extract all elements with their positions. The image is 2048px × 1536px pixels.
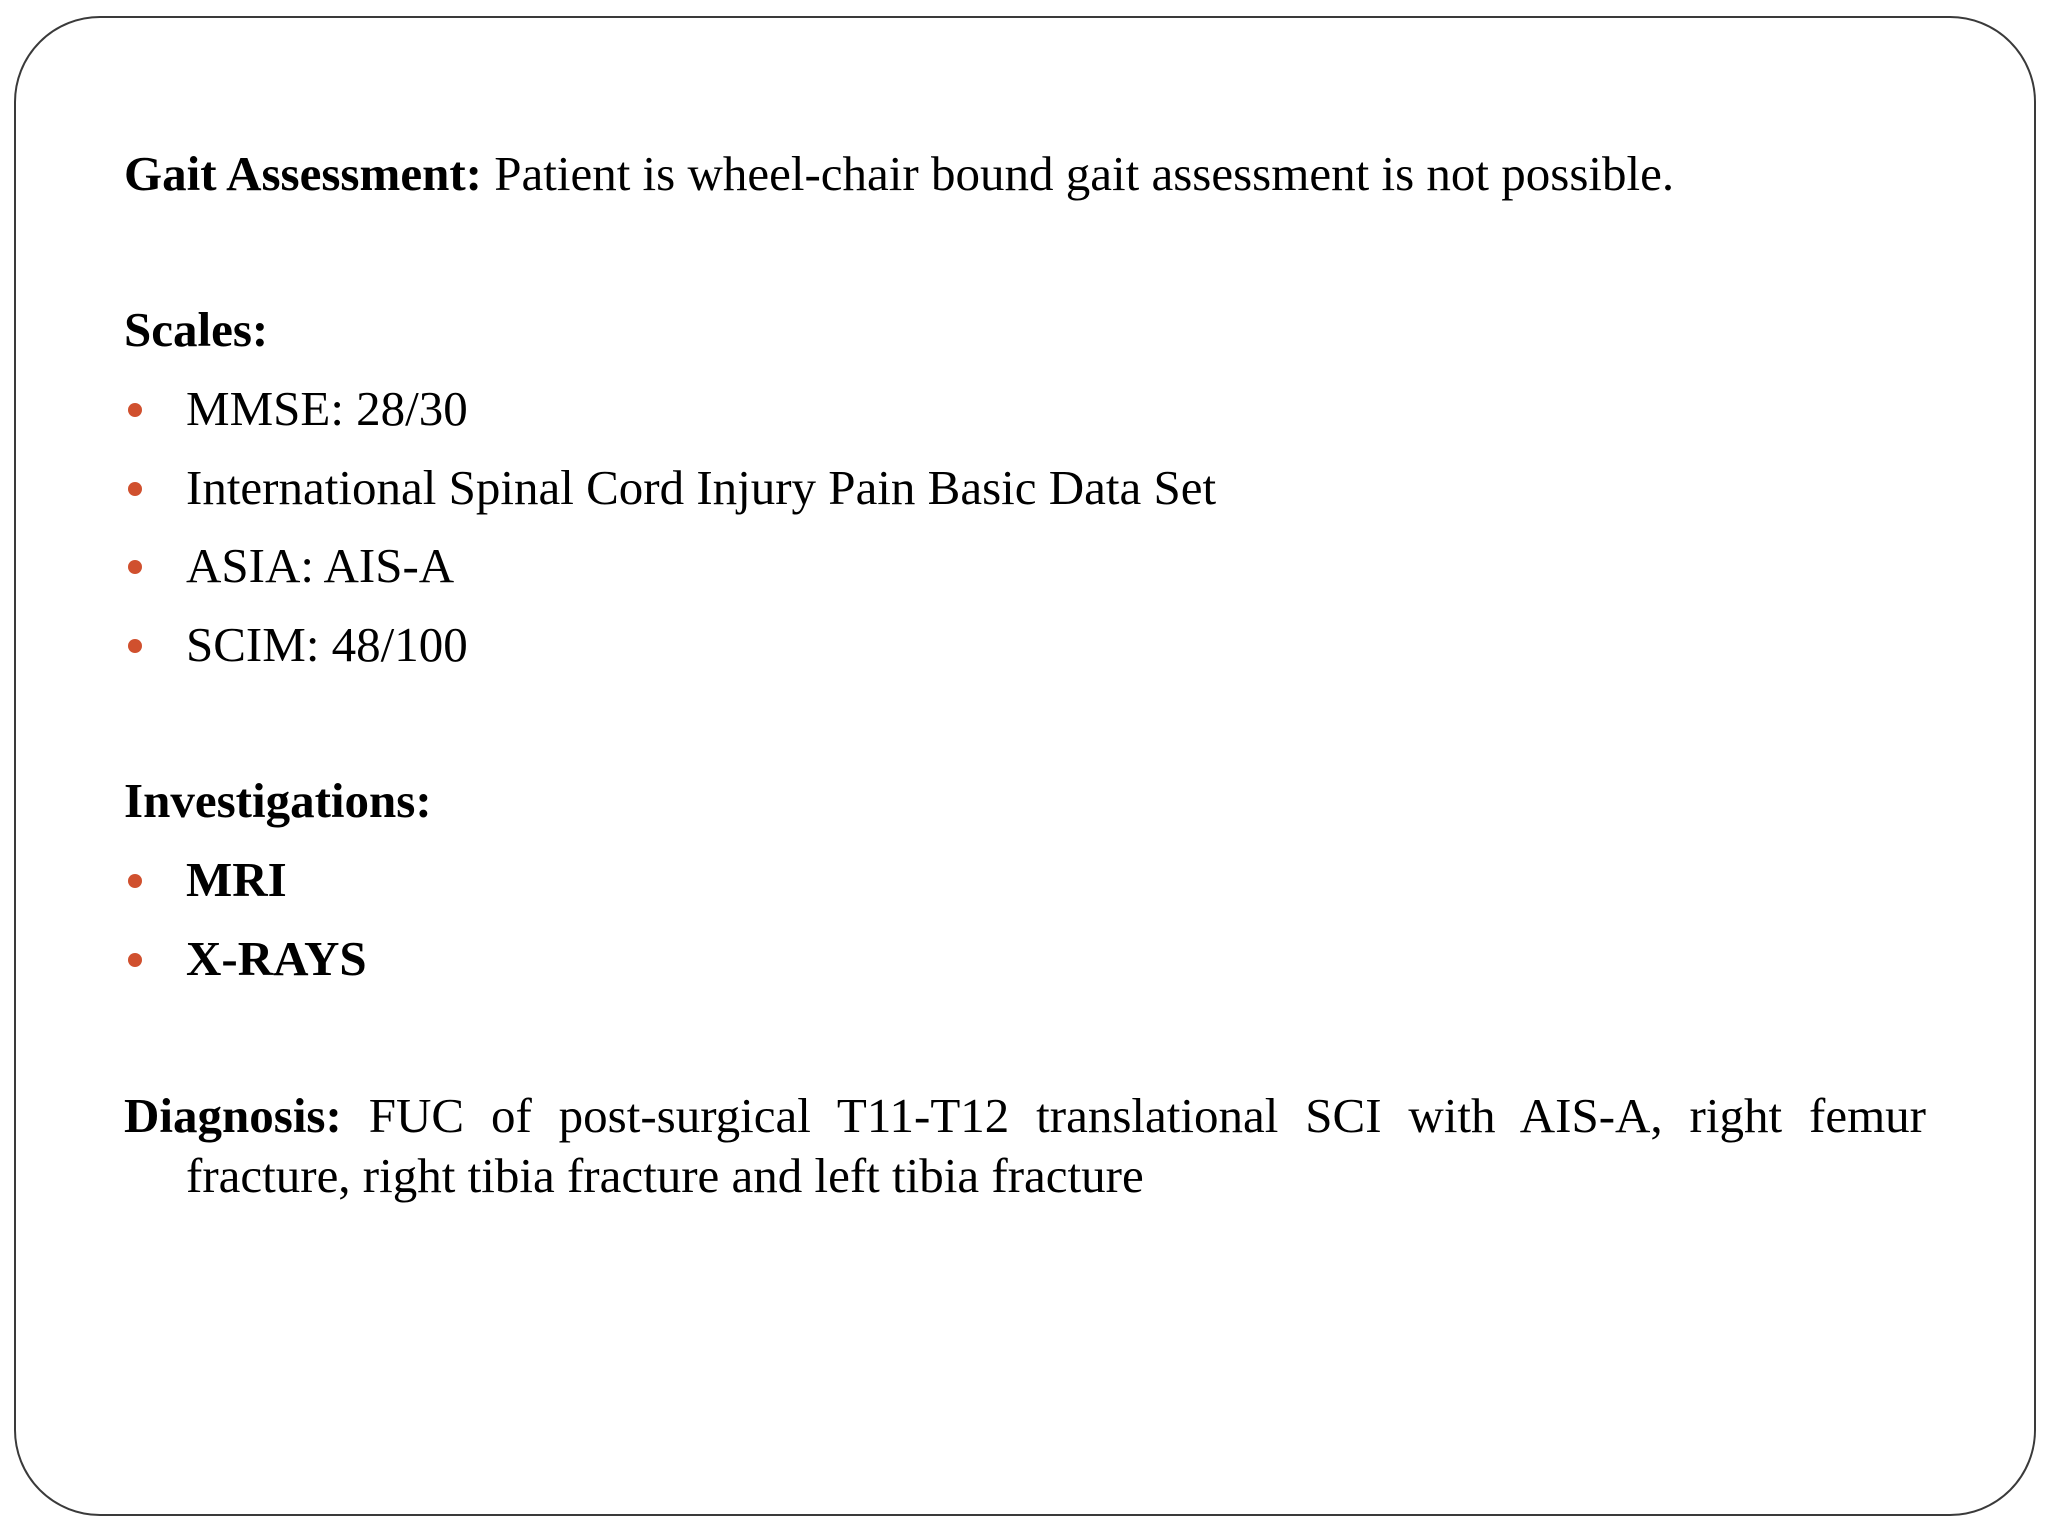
gait-assessment-label: Gait Assessment: <box>124 146 482 201</box>
investigation-xrays: X-RAYS <box>186 931 367 986</box>
slide-frame <box>14 16 2036 1516</box>
diagnosis-paragraph <box>124 1086 1926 1206</box>
bullet-dot-icon <box>128 953 142 967</box>
diagnosis-label: Diagnosis: <box>124 1088 342 1143</box>
gait-assessment-line <box>124 144 1674 204</box>
scales-heading: Scales: <box>124 302 269 357</box>
diagnosis-text: FUC of post-surgical T11-T12 translational SCI with AIS-A, right femur fracture, right tibia fracture and left tibia fracture <box>186 1088 1926 1203</box>
bullet-dot-icon <box>128 639 142 653</box>
bullet-dot-icon <box>128 874 142 888</box>
scale-asia: ASIA: AIS-A <box>186 538 455 593</box>
scale-mmse: MMSE: 28/30 <box>186 381 468 436</box>
scale-iscipbds: International Spinal Cord Injury Pain Basic Data Set <box>186 460 1217 515</box>
bullet-dot-icon <box>128 482 142 496</box>
investigations-heading: Investigations: <box>124 773 432 828</box>
bullet-dot-icon <box>128 403 142 417</box>
gait-assessment-text: Patient is wheel-chair bound gait assessment is not possible. <box>481 146 1675 201</box>
investigation-mri: MRI <box>186 852 287 907</box>
bullet-dot-icon <box>128 560 142 574</box>
scale-scim: SCIM: 48/100 <box>186 617 468 672</box>
